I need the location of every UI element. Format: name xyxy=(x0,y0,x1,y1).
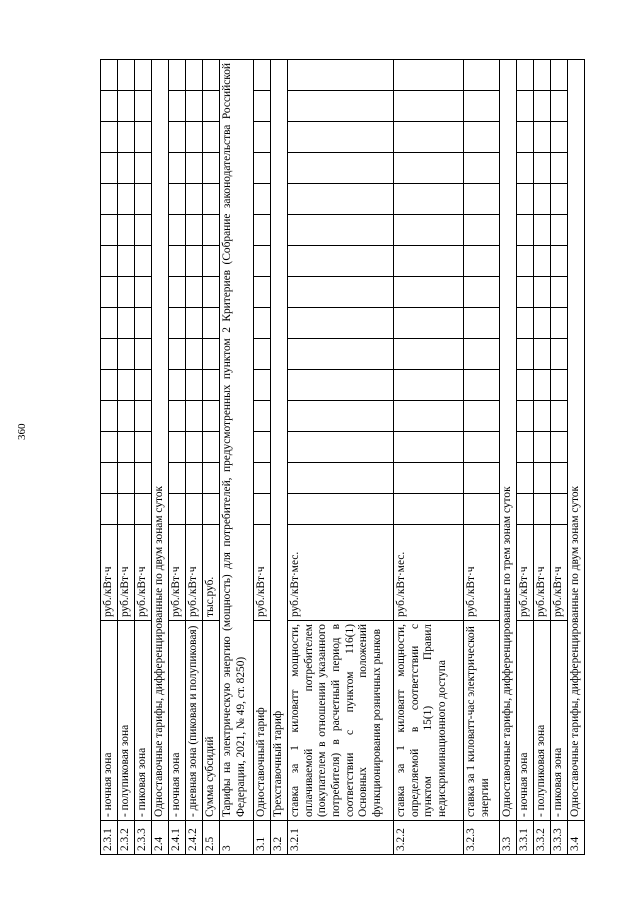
value-cell xyxy=(534,370,551,401)
value-cell xyxy=(118,463,135,494)
unit-of-measure: руб./кВт·ч xyxy=(254,525,271,621)
table-row xyxy=(534,60,551,855)
value-cell xyxy=(118,246,135,277)
value-cell xyxy=(101,215,118,246)
value-cell xyxy=(203,308,220,339)
value-cell xyxy=(118,432,135,463)
value-cell xyxy=(517,215,534,246)
unit-of-measure: руб./кВт·ч xyxy=(464,525,500,621)
indicator-name: ставка за 1 киловатт мощности, определяемой в соответствии с пунктом 15(1) Правил недискриминационного доступа xyxy=(394,621,464,821)
value-cell xyxy=(101,122,118,153)
value-cell xyxy=(517,308,534,339)
row-number: 3.2.3 xyxy=(464,821,500,855)
value-cell xyxy=(464,277,500,308)
value-cell xyxy=(101,494,118,525)
value-cell xyxy=(464,91,500,122)
value-cell xyxy=(135,463,152,494)
unit-of-measure: тыс.руб. xyxy=(203,525,220,621)
table-row xyxy=(220,60,254,855)
value-cell xyxy=(186,401,203,432)
value-cell xyxy=(534,60,551,91)
value-cell xyxy=(135,60,152,91)
value-cell xyxy=(254,246,271,277)
row-number: 2.3.1 xyxy=(101,821,118,855)
value-cell xyxy=(534,463,551,494)
value-cell xyxy=(534,184,551,215)
value-cell xyxy=(169,432,186,463)
value-cell xyxy=(551,122,568,153)
table-row xyxy=(517,60,534,855)
value-cell xyxy=(203,339,220,370)
table-row xyxy=(254,60,271,855)
value-cell xyxy=(254,91,271,122)
table-row xyxy=(288,60,394,855)
value-cell xyxy=(288,432,394,463)
value-cell xyxy=(534,494,551,525)
value-cell xyxy=(203,401,220,432)
value-cell xyxy=(254,153,271,184)
value-cell xyxy=(288,60,394,91)
indicator-name: - пиковая зона xyxy=(551,621,568,821)
value-cell xyxy=(101,91,118,122)
value-cell xyxy=(534,122,551,153)
table-row xyxy=(394,60,464,855)
section-heading: Одноставочные тарифы, дифференцированные по двум зонам суток xyxy=(568,60,585,821)
value-cell xyxy=(118,277,135,308)
value-cell xyxy=(464,122,500,153)
value-cell xyxy=(254,339,271,370)
value-cell xyxy=(203,277,220,308)
row-number: 2.4.2 xyxy=(186,821,203,855)
value-cell xyxy=(254,463,271,494)
row-number: 3.2.1 xyxy=(288,821,394,855)
value-cell xyxy=(551,60,568,91)
value-cell xyxy=(135,184,152,215)
table-row xyxy=(118,60,135,855)
value-cell xyxy=(517,184,534,215)
row-number: 2.3.3 xyxy=(135,821,152,855)
value-cell xyxy=(254,215,271,246)
unit-of-measure: руб./кВт·ч xyxy=(101,525,118,621)
value-cell xyxy=(534,339,551,370)
value-cell xyxy=(288,122,394,153)
value-cell xyxy=(394,432,464,463)
value-cell xyxy=(464,432,500,463)
value-cell xyxy=(135,122,152,153)
value-cell xyxy=(254,277,271,308)
value-cell xyxy=(517,432,534,463)
value-cell xyxy=(169,370,186,401)
value-cell xyxy=(186,277,203,308)
section-heading: Тарифы на электрическую энергию (мощность) для потребителей, предусмотренных пунктом 2 Критериев (Собрание законодательства Российской Федерации, 2021, № 49, ст. 8250) xyxy=(220,60,254,821)
value-cell xyxy=(169,215,186,246)
unit-of-measure: руб./кВт·ч xyxy=(169,525,186,621)
indicator-name: - дневная зона (пиковая и полупиковая) xyxy=(186,621,203,821)
value-cell xyxy=(517,153,534,184)
value-cell xyxy=(186,494,203,525)
value-cell xyxy=(551,339,568,370)
value-cell xyxy=(394,91,464,122)
unit-of-measure: руб./кВт·мес. xyxy=(288,525,394,621)
value-cell xyxy=(551,246,568,277)
value-cell xyxy=(203,370,220,401)
value-cell xyxy=(186,122,203,153)
value-cell xyxy=(186,153,203,184)
value-cell xyxy=(394,401,464,432)
unit-of-measure: руб./кВт·ч xyxy=(135,525,152,621)
value-cell xyxy=(101,308,118,339)
value-cell xyxy=(534,246,551,277)
value-cell xyxy=(288,370,394,401)
unit-of-measure: руб./кВт·ч xyxy=(118,525,135,621)
table-row xyxy=(186,60,203,855)
value-cell xyxy=(551,308,568,339)
value-cell xyxy=(464,215,500,246)
row-number: 3.1 xyxy=(254,821,271,855)
value-cell xyxy=(464,370,500,401)
value-cell xyxy=(551,153,568,184)
value-cell xyxy=(101,153,118,184)
value-cell xyxy=(517,60,534,91)
value-cell xyxy=(135,277,152,308)
value-cell xyxy=(254,370,271,401)
section-heading: Трехставочный тариф xyxy=(271,60,288,821)
value-cell xyxy=(203,184,220,215)
value-cell xyxy=(101,339,118,370)
value-cell xyxy=(464,246,500,277)
value-cell xyxy=(118,215,135,246)
value-cell xyxy=(551,494,568,525)
value-cell xyxy=(118,60,135,91)
indicator-name: ставка за 1 киловатт-час электрической энергии xyxy=(464,621,500,821)
value-cell xyxy=(551,401,568,432)
value-cell xyxy=(394,153,464,184)
value-cell xyxy=(464,153,500,184)
value-cell xyxy=(135,432,152,463)
value-cell xyxy=(394,463,464,494)
value-cell xyxy=(203,246,220,277)
value-cell xyxy=(186,215,203,246)
value-cell xyxy=(169,246,186,277)
value-cell xyxy=(288,277,394,308)
value-cell xyxy=(186,432,203,463)
table-body xyxy=(101,60,585,855)
value-cell xyxy=(101,60,118,91)
indicator-name: Одноставочный тариф xyxy=(254,621,271,821)
value-cell xyxy=(534,277,551,308)
unit-of-measure: руб./кВт·ч xyxy=(534,525,551,621)
row-number: 3.3.1 xyxy=(517,821,534,855)
value-cell xyxy=(135,215,152,246)
value-cell xyxy=(288,91,394,122)
value-cell xyxy=(186,60,203,91)
value-cell xyxy=(118,122,135,153)
table-row xyxy=(568,60,585,855)
value-cell xyxy=(534,308,551,339)
indicator-name: - пиковая зона xyxy=(135,621,152,821)
value-cell xyxy=(186,91,203,122)
rotated-table-container xyxy=(100,60,585,855)
value-cell xyxy=(203,463,220,494)
value-cell xyxy=(118,308,135,339)
value-cell xyxy=(464,308,500,339)
row-number: 2.3.2 xyxy=(118,821,135,855)
value-cell xyxy=(169,494,186,525)
value-cell xyxy=(551,277,568,308)
value-cell xyxy=(288,401,394,432)
value-cell xyxy=(203,122,220,153)
value-cell xyxy=(169,401,186,432)
value-cell xyxy=(118,370,135,401)
table-row xyxy=(500,60,517,855)
value-cell xyxy=(517,246,534,277)
value-cell xyxy=(288,494,394,525)
row-number: 3.4 xyxy=(568,821,585,855)
value-cell xyxy=(394,184,464,215)
value-cell xyxy=(534,91,551,122)
value-cell xyxy=(135,370,152,401)
value-cell xyxy=(394,215,464,246)
value-cell xyxy=(288,339,394,370)
value-cell xyxy=(464,494,500,525)
value-cell xyxy=(517,494,534,525)
row-number: 2.5 xyxy=(203,821,220,855)
value-cell xyxy=(135,153,152,184)
value-cell xyxy=(135,91,152,122)
value-cell xyxy=(169,308,186,339)
value-cell xyxy=(186,308,203,339)
value-cell xyxy=(101,184,118,215)
value-cell xyxy=(394,370,464,401)
value-cell xyxy=(254,432,271,463)
value-cell xyxy=(517,463,534,494)
value-cell xyxy=(186,339,203,370)
value-cell xyxy=(464,401,500,432)
value-cell xyxy=(101,277,118,308)
value-cell xyxy=(288,463,394,494)
table-row xyxy=(271,60,288,855)
value-cell xyxy=(464,184,500,215)
value-cell xyxy=(534,401,551,432)
row-number: 3.2 xyxy=(271,821,288,855)
value-cell xyxy=(186,463,203,494)
value-cell xyxy=(517,401,534,432)
row-number: 3.2.2 xyxy=(394,821,464,855)
value-cell xyxy=(394,494,464,525)
value-cell xyxy=(135,246,152,277)
value-cell xyxy=(186,246,203,277)
indicator-name: ставка за 1 киловатт мощности, оплачиваемой потребителем (покупателем в отношении указанного потребителя) в расчетный период в соответствии с пунктом 116(1) Основных положений функционирования розничных рынков xyxy=(288,621,394,821)
value-cell xyxy=(288,184,394,215)
value-cell xyxy=(169,122,186,153)
row-number: 2.4.1 xyxy=(169,821,186,855)
value-cell xyxy=(135,401,152,432)
value-cell xyxy=(254,308,271,339)
section-heading: Одноставочные тарифы, дифференцированные по трем зонам суток xyxy=(500,60,517,821)
value-cell xyxy=(394,246,464,277)
value-cell xyxy=(118,91,135,122)
unit-of-measure: руб./кВт·ч xyxy=(517,525,534,621)
value-cell xyxy=(534,215,551,246)
value-cell xyxy=(186,370,203,401)
value-cell xyxy=(254,401,271,432)
value-cell xyxy=(464,339,500,370)
value-cell xyxy=(254,494,271,525)
value-cell xyxy=(394,60,464,91)
value-cell xyxy=(394,122,464,153)
value-cell xyxy=(203,60,220,91)
table-row xyxy=(135,60,152,855)
row-number: 3.3.2 xyxy=(534,821,551,855)
value-cell xyxy=(101,463,118,494)
value-cell xyxy=(135,494,152,525)
table-row xyxy=(169,60,186,855)
value-cell xyxy=(101,401,118,432)
value-cell xyxy=(203,432,220,463)
value-cell xyxy=(551,91,568,122)
value-cell xyxy=(203,215,220,246)
row-number: 3.3 xyxy=(500,821,517,855)
tariff-table xyxy=(100,59,585,855)
value-cell xyxy=(118,494,135,525)
value-cell xyxy=(517,339,534,370)
value-cell xyxy=(169,463,186,494)
unit-of-measure: руб./кВт·мес. xyxy=(394,525,464,621)
value-cell xyxy=(118,184,135,215)
value-cell xyxy=(394,277,464,308)
page-number: 360 xyxy=(16,423,28,440)
row-number: 3.3.3 xyxy=(551,821,568,855)
table-row xyxy=(464,60,500,855)
value-cell xyxy=(534,432,551,463)
value-cell xyxy=(394,308,464,339)
value-cell xyxy=(186,184,203,215)
value-cell xyxy=(464,463,500,494)
value-cell xyxy=(464,60,500,91)
indicator-name: Сумма субсидий xyxy=(203,621,220,821)
value-cell xyxy=(169,184,186,215)
value-cell xyxy=(551,370,568,401)
value-cell xyxy=(101,432,118,463)
value-cell xyxy=(135,339,152,370)
value-cell xyxy=(254,122,271,153)
value-cell xyxy=(288,153,394,184)
row-number: 3 xyxy=(220,821,254,855)
value-cell xyxy=(517,277,534,308)
value-cell xyxy=(118,339,135,370)
value-cell xyxy=(203,494,220,525)
unit-of-measure: руб./кВт·ч xyxy=(551,525,568,621)
value-cell xyxy=(288,308,394,339)
value-cell xyxy=(169,339,186,370)
value-cell xyxy=(551,184,568,215)
value-cell xyxy=(101,246,118,277)
indicator-name: - ночная зона xyxy=(169,621,186,821)
value-cell xyxy=(288,215,394,246)
indicator-name: - ночная зона xyxy=(517,621,534,821)
row-number: 2.4 xyxy=(152,821,169,855)
value-cell xyxy=(534,153,551,184)
value-cell xyxy=(169,91,186,122)
indicator-name: - полупиковая зона xyxy=(534,621,551,821)
value-cell xyxy=(517,91,534,122)
value-cell xyxy=(517,370,534,401)
value-cell xyxy=(169,60,186,91)
table-row xyxy=(101,60,118,855)
value-cell xyxy=(203,91,220,122)
value-cell xyxy=(288,246,394,277)
value-cell xyxy=(551,463,568,494)
table-row xyxy=(152,60,169,855)
table-row xyxy=(551,60,568,855)
value-cell xyxy=(551,432,568,463)
value-cell xyxy=(169,277,186,308)
value-cell xyxy=(118,401,135,432)
value-cell xyxy=(254,60,271,91)
indicator-name: - ночная зона xyxy=(101,621,118,821)
value-cell xyxy=(101,370,118,401)
value-cell xyxy=(551,215,568,246)
indicator-name: - полупиковая зона xyxy=(118,621,135,821)
value-cell xyxy=(254,184,271,215)
value-cell xyxy=(203,153,220,184)
table-row xyxy=(203,60,220,855)
value-cell xyxy=(169,153,186,184)
value-cell xyxy=(394,339,464,370)
value-cell xyxy=(517,122,534,153)
value-cell xyxy=(135,308,152,339)
unit-of-measure: руб./кВт·ч xyxy=(186,525,203,621)
section-heading: Одноставочные тарифы, дифференцированные по двум зонам суток xyxy=(152,60,169,821)
value-cell xyxy=(118,153,135,184)
